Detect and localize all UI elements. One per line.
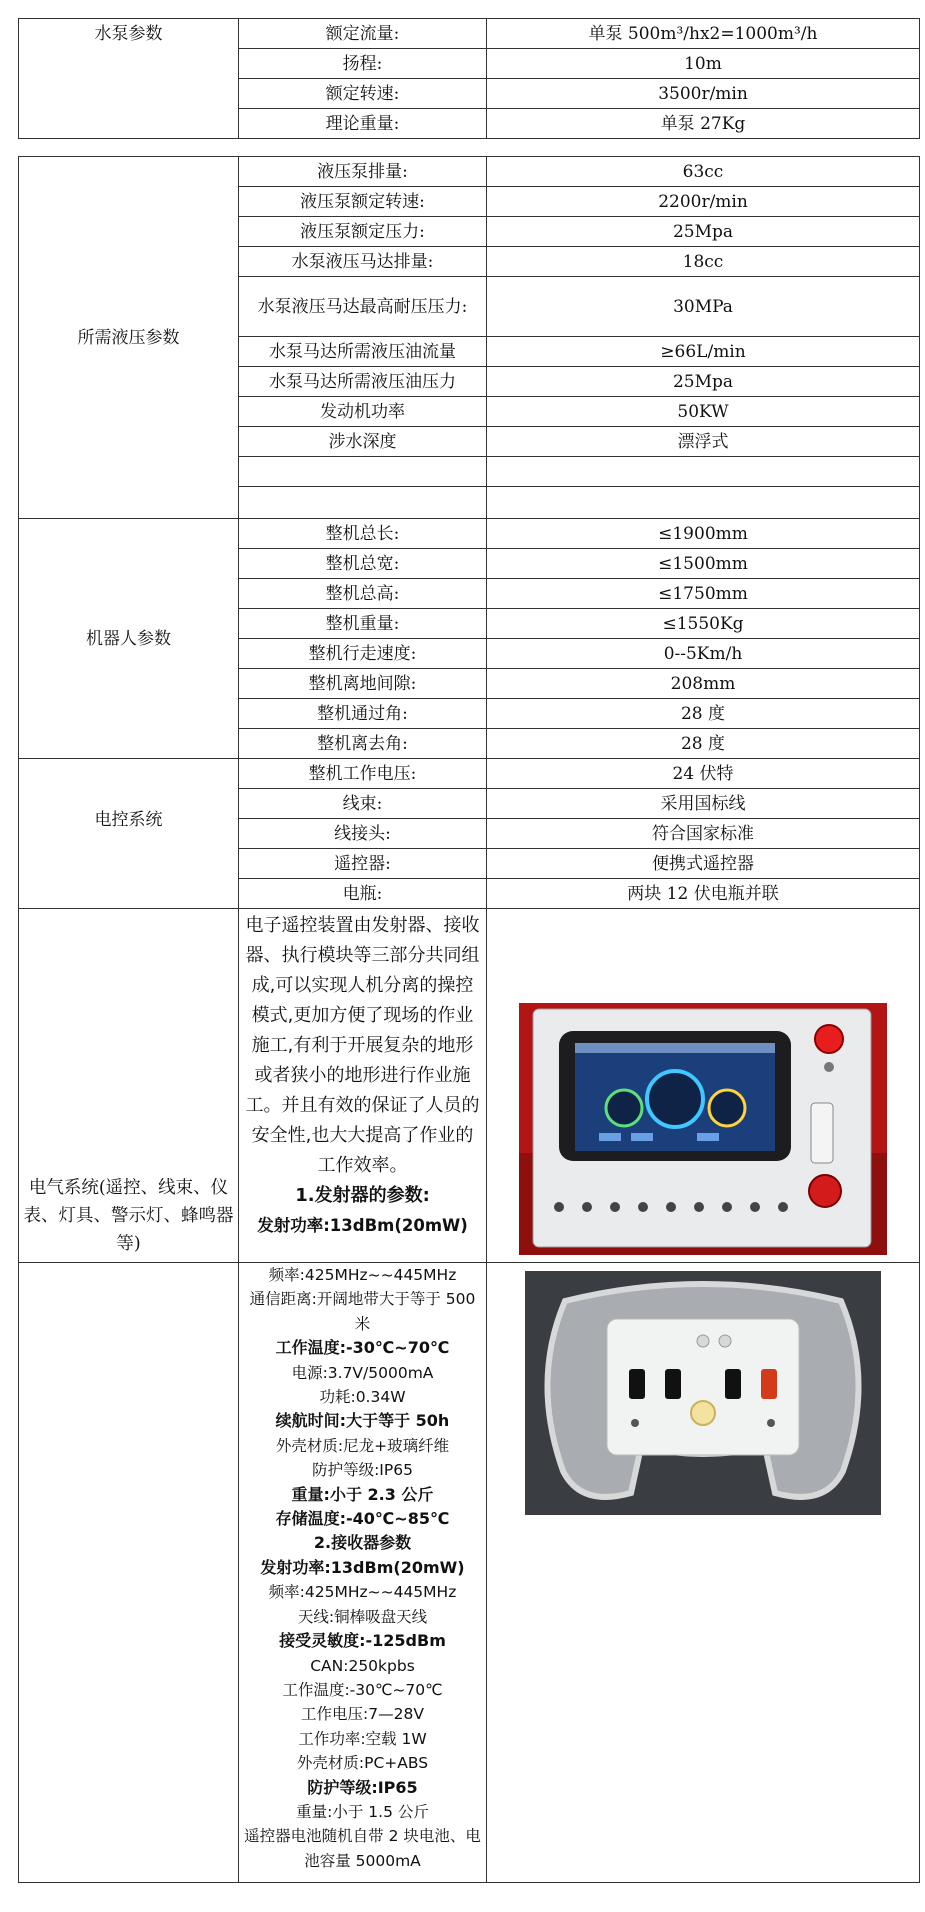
transmitter-power: 发射功率:13dBm(20mW) <box>257 1216 468 1235</box>
hydraulic-value-0: 63cc <box>487 157 920 187</box>
robot-label-5: 整机离地间隙: <box>239 669 487 699</box>
spec-line-4: 功耗:0.34W <box>319 1388 406 1407</box>
hydraulic-value-1: 2200r/min <box>487 187 920 217</box>
hydraulic-value-5: ≥66L/min <box>487 337 920 367</box>
hydraulic-label-6: 水泵马达所需液压油压力 <box>239 367 487 397</box>
spec-line-22: 遥控器电池随机自带 2 块电池、电池容量 5000mA <box>244 1827 481 1870</box>
spec-line-9: 存储温度:-40℃~85℃ <box>275 1509 450 1529</box>
electric-label-0: 整机工作电压: <box>239 759 487 789</box>
robot-label-4: 整机行走速度: <box>239 639 487 669</box>
hydraulic-section-label: 所需液压参数 <box>19 157 239 519</box>
spec-line-1: 通信距离:开阔地带大于等于 500 米 <box>249 1290 476 1333</box>
spec-line-11: 发射功率:13dBm(20mW) <box>260 1557 465 1577</box>
pump-value-2: 3500r/min <box>487 79 920 109</box>
hydraulic-label-5: 水泵马达所需液压油流量 <box>239 337 487 367</box>
electric-section-label: 电控系统 <box>19 759 239 909</box>
remote-specs-cell <box>239 1263 487 1883</box>
robot-value-2: ≤1750mm <box>487 579 920 609</box>
transmitter-title: 1.发射器的参数: <box>295 1185 430 1206</box>
pump-label-2: 额定转速: <box>239 79 487 109</box>
robot-label-0: 整机总长: <box>239 519 487 549</box>
pump-label-3: 理论重量: <box>239 109 487 139</box>
spec-line-0: 频率:425MHz~~445MHz <box>268 1266 457 1284</box>
spec-line-7: 防护等级:IP65 <box>312 1461 413 1480</box>
robot-value-7: 28 度 <box>487 729 920 759</box>
pump-table <box>18 18 920 139</box>
hydraulic-label-1: 液压泵额定转速: <box>239 187 487 217</box>
electric-value-1: 采用国标线 <box>487 789 920 819</box>
robot-label-3: 整机重量: <box>239 609 487 639</box>
pump-value-1: 10m <box>487 49 920 79</box>
spec-line-20: 防护等级:IP65 <box>307 1777 418 1797</box>
hydraulic-value-3: 18cc <box>487 247 920 277</box>
spec-line-18: 工作功率:空载 1W <box>298 1729 427 1748</box>
hydraulic-label-4: 水泵液压马达最高耐压压力: <box>239 277 487 337</box>
remote-section-label: 电气系统(遥控、线束、仪表、灯具、警示灯、蜂鸣器等) <box>19 909 239 1263</box>
electric-label-3: 遥控器: <box>239 849 487 879</box>
spec-line-15: CAN:250kpbs <box>310 1656 415 1675</box>
electric-label-4: 电瓶: <box>239 879 487 909</box>
pump-section-label: 水泵参数 <box>19 19 239 139</box>
hydraulic-value-9 <box>487 457 920 487</box>
control-panel-photo-cell <box>487 909 920 1263</box>
electric-value-0: 24 伏特 <box>487 759 920 789</box>
electric-label-2: 线接头: <box>239 819 487 849</box>
hydraulic-value-7: 50KW <box>487 397 920 427</box>
spec-line-2: 工作温度:-30℃~70℃ <box>275 1338 450 1358</box>
spec-line-21: 重量:小于 1.5 公斤 <box>296 1802 429 1821</box>
spec-line-17: 工作电压:7—28V <box>301 1705 424 1724</box>
hydraulic-label-7: 发动机功率 <box>239 397 487 427</box>
spec-line-16: 工作温度:-30℃~70℃ <box>282 1680 443 1699</box>
electric-value-4: 两块 12 伏电瓶并联 <box>487 879 920 909</box>
robot-value-6: 28 度 <box>487 699 920 729</box>
remote-description: 电子遥控装置由发射器、接收器、执行模块等三部分共同组成,可以实现人机分离的操控模式,更加方便了现场的作业施工,有利于开展复杂的地形或者狭小的地形进行作业施工。并且有效的保证了人员的安全性,也大大提高了作业的工作效率。 <box>245 915 480 1176</box>
electric-value-2: 符合国家标准 <box>487 819 920 849</box>
robot-label-1: 整机总宽: <box>239 549 487 579</box>
robot-section-label: 机器人参数 <box>19 519 239 759</box>
robot-value-3: ≤1550Kg <box>487 609 920 639</box>
spec-line-19: 外壳材质:PC+ABS <box>296 1754 429 1773</box>
pump-value-3: 单泵 27Kg <box>487 109 920 139</box>
hydraulic-label-0: 液压泵排量: <box>239 157 487 187</box>
robot-label-2: 整机总高: <box>239 579 487 609</box>
electric-label-1: 线束: <box>239 789 487 819</box>
remote-section-blank <box>19 1263 239 1883</box>
spec-line-3: 电源:3.7V/5000mA <box>291 1363 434 1382</box>
spec-line-10: 2.接收器参数 <box>313 1533 412 1553</box>
hydraulic-value-6: 25Mpa <box>487 367 920 397</box>
spec-line-13: 天线:铜棒吸盘天线 <box>297 1607 428 1626</box>
spec-table <box>18 156 920 1883</box>
spec-line-8: 重量:小于 2.3 公斤 <box>291 1484 434 1504</box>
hydraulic-value-4: 30MPa <box>487 277 920 337</box>
robot-value-1: ≤1500mm <box>487 549 920 579</box>
control-panel-photo <box>519 1003 887 1255</box>
spec-line-6: 外壳材质:尼龙+玻璃纤维 <box>275 1436 450 1455</box>
hydraulic-value-2: 25Mpa <box>487 217 920 247</box>
hydraulic-label-9 <box>239 457 487 487</box>
hydraulic-value-10 <box>487 487 920 519</box>
pump-value-0: 单泵 500m³/hx2=1000m³/h <box>487 19 920 49</box>
pump-label-0: 额定流量: <box>239 19 487 49</box>
spec-line-14: 接受灵敏度:-125dBm <box>279 1631 446 1651</box>
robot-label-6: 整机通过角: <box>239 699 487 729</box>
hydraulic-value-8: 漂浮式 <box>487 427 920 457</box>
spec-line-5: 续航时间:大于等于 50h <box>275 1411 450 1431</box>
remote-description-cell <box>239 909 487 1263</box>
electric-value-3: 便携式遥控器 <box>487 849 920 879</box>
hydraulic-label-10 <box>239 487 487 519</box>
hydraulic-label-3: 水泵液压马达排量: <box>239 247 487 277</box>
remote-controller-photo-cell <box>487 1263 920 1883</box>
robot-value-5: 208mm <box>487 669 920 699</box>
hydraulic-label-8: 涉水深度 <box>239 427 487 457</box>
hydraulic-label-2: 液压泵额定压力: <box>239 217 487 247</box>
spec-line-12: 频率:425MHz~~445MHz <box>268 1583 457 1602</box>
pump-label-1: 扬程: <box>239 49 487 79</box>
robot-label-7: 整机离去角: <box>239 729 487 759</box>
robot-value-0: ≤1900mm <box>487 519 920 549</box>
remote-controller-photo <box>525 1271 881 1515</box>
robot-value-4: 0--5Km/h <box>487 639 920 669</box>
